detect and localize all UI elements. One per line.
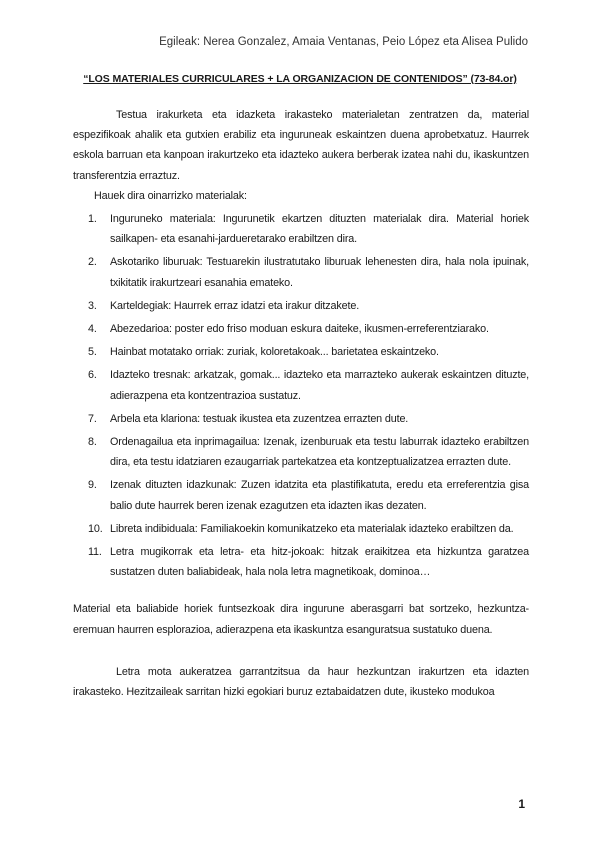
list-item-number: 8. bbox=[88, 436, 97, 449]
list-item bbox=[73, 409, 529, 429]
list-item-text: Letra mugikorrak eta letra- eta hitz-jokoak: hitzak eraikitzea eta hizkuntza garatzea sustatzen duten baliabideak, hala nola letra magnetikoak, dominoa… bbox=[110, 546, 529, 579]
list-item bbox=[73, 475, 529, 515]
list-item-number: 11. bbox=[88, 546, 102, 559]
spacer bbox=[73, 640, 529, 662]
document-title: “LOS MATERIALES CURRICULARES + LA ORGANIZACION DE CONTENIDOS” (73-84.or) bbox=[83, 73, 517, 85]
document-body bbox=[73, 105, 529, 702]
list-item-text: Inguruneko materiala: Ingurunetik ekartzen dituzten materialak dira. Material horiek sailkapen- eta esanahi-jardueretarako erabiltzen dira. bbox=[110, 213, 529, 246]
list-intro: Hauek dira oinarrizko materialak: bbox=[94, 189, 247, 202]
list-item-number: 7. bbox=[88, 412, 97, 425]
list-item bbox=[73, 252, 529, 292]
list-item-text: Karteldegiak: Haurrek erraz idatzi eta irakur ditzakete. bbox=[110, 299, 360, 312]
list-item bbox=[73, 209, 529, 249]
list-item-text: Ordenagailua eta inprimagailua: Izenak, izenburuak eta testu laburrak idazteko erabiltzen dira, eta testu idatziaren ezaugarriak partekatzea eta kontzeptualizatzea errazten dute. bbox=[110, 436, 529, 469]
list-item-text: Idazteko tresnak: arkatzak, gomak... idazteko eta marrazteko aukerak eskaintzen dituzte, adierazpena eta kontzentrazioa sustatuz. bbox=[110, 369, 529, 402]
list-item-number: 6. bbox=[88, 369, 97, 382]
list-item bbox=[73, 319, 529, 339]
list-item-number: 1. bbox=[88, 213, 97, 226]
list-item-number: 2. bbox=[88, 256, 97, 269]
list-item bbox=[73, 296, 529, 316]
list-item bbox=[73, 542, 529, 582]
list-item-number: 4. bbox=[88, 323, 97, 336]
list-item-number: 10. bbox=[88, 522, 103, 535]
list-item-number: 3. bbox=[88, 299, 97, 312]
page-number: 1 bbox=[518, 797, 525, 811]
list-item bbox=[73, 519, 529, 539]
list-item-text: Hainbat motatako orriak: zuriak, koloretakoak... barietatea eskaintzeko. bbox=[110, 346, 439, 359]
list-item-text: Arbela eta klariona: testuak ikustea eta zuzentzea errazten dute. bbox=[110, 412, 409, 425]
page-header-authors: Egileak: Nerea Gonzalez, Amaia Ventanas, Peio López eta Alisea Pulido bbox=[159, 36, 528, 48]
list-item bbox=[73, 365, 529, 405]
list-item bbox=[73, 432, 529, 472]
list-item-text: Izenak dituzten idazkunak: Zuzen idatzita eta plastifikatuta, eredu eta erreferentzia gisa balio dute haurrek beren izenak ezagutzen eta idazten ikas dezaten. bbox=[110, 479, 529, 512]
list-item-number: 5. bbox=[88, 346, 97, 359]
materials-list bbox=[73, 209, 529, 582]
list-item-number: 9. bbox=[88, 479, 97, 492]
list-item-text: Abezedarioa: poster edo friso moduan eskura daiteke, ikusmen-erreferentziarako. bbox=[110, 323, 489, 336]
list-item-text: Askotariko liburuak: Testuarekin ilustratutako liburuak lehenesten dira, hala nola ipuinak, txikitatik irakurtzeari esanahia emateko. bbox=[110, 256, 529, 289]
list-item-text: Libreta indibiduala: Familiakoekin komunikatzeko eta materialak idazteko erabiltzen da. bbox=[110, 522, 514, 535]
conclusion-paragraph: Material eta baliabide horiek funtsezkoak dira ingurune aberasgarri bat sortzeko, hezkuntza-eremuan haurren esplorazioa, adierazpena eta ikaskuntza esanguratsua sustatuko duena. bbox=[73, 603, 529, 636]
letter-type-paragraph: Letra mota aukeratzea garrantzitsua da haur hezkuntzan irakurtzen eta idazten irakasteko. Hezitzaileak sarritan hizki egokiari buruz eztabaidatzen dute, ikusteko modukoa bbox=[73, 665, 529, 699]
list-item bbox=[73, 342, 529, 362]
spacer bbox=[73, 585, 529, 599]
intro-paragraph: Testua irakurketa eta idazketa irakasteko materialetan zentratzen da, material espezifikoak ahalik eta gutxien erabiliz eta inguruneak eskaintzen duena aprobetxatuz. Haurrek eskola barruan eta kanpoan irakurtzeko eta idazteko aukera berberak izatea nahi du, ikaskuntzen transferentzia erraztuz. bbox=[73, 109, 529, 182]
